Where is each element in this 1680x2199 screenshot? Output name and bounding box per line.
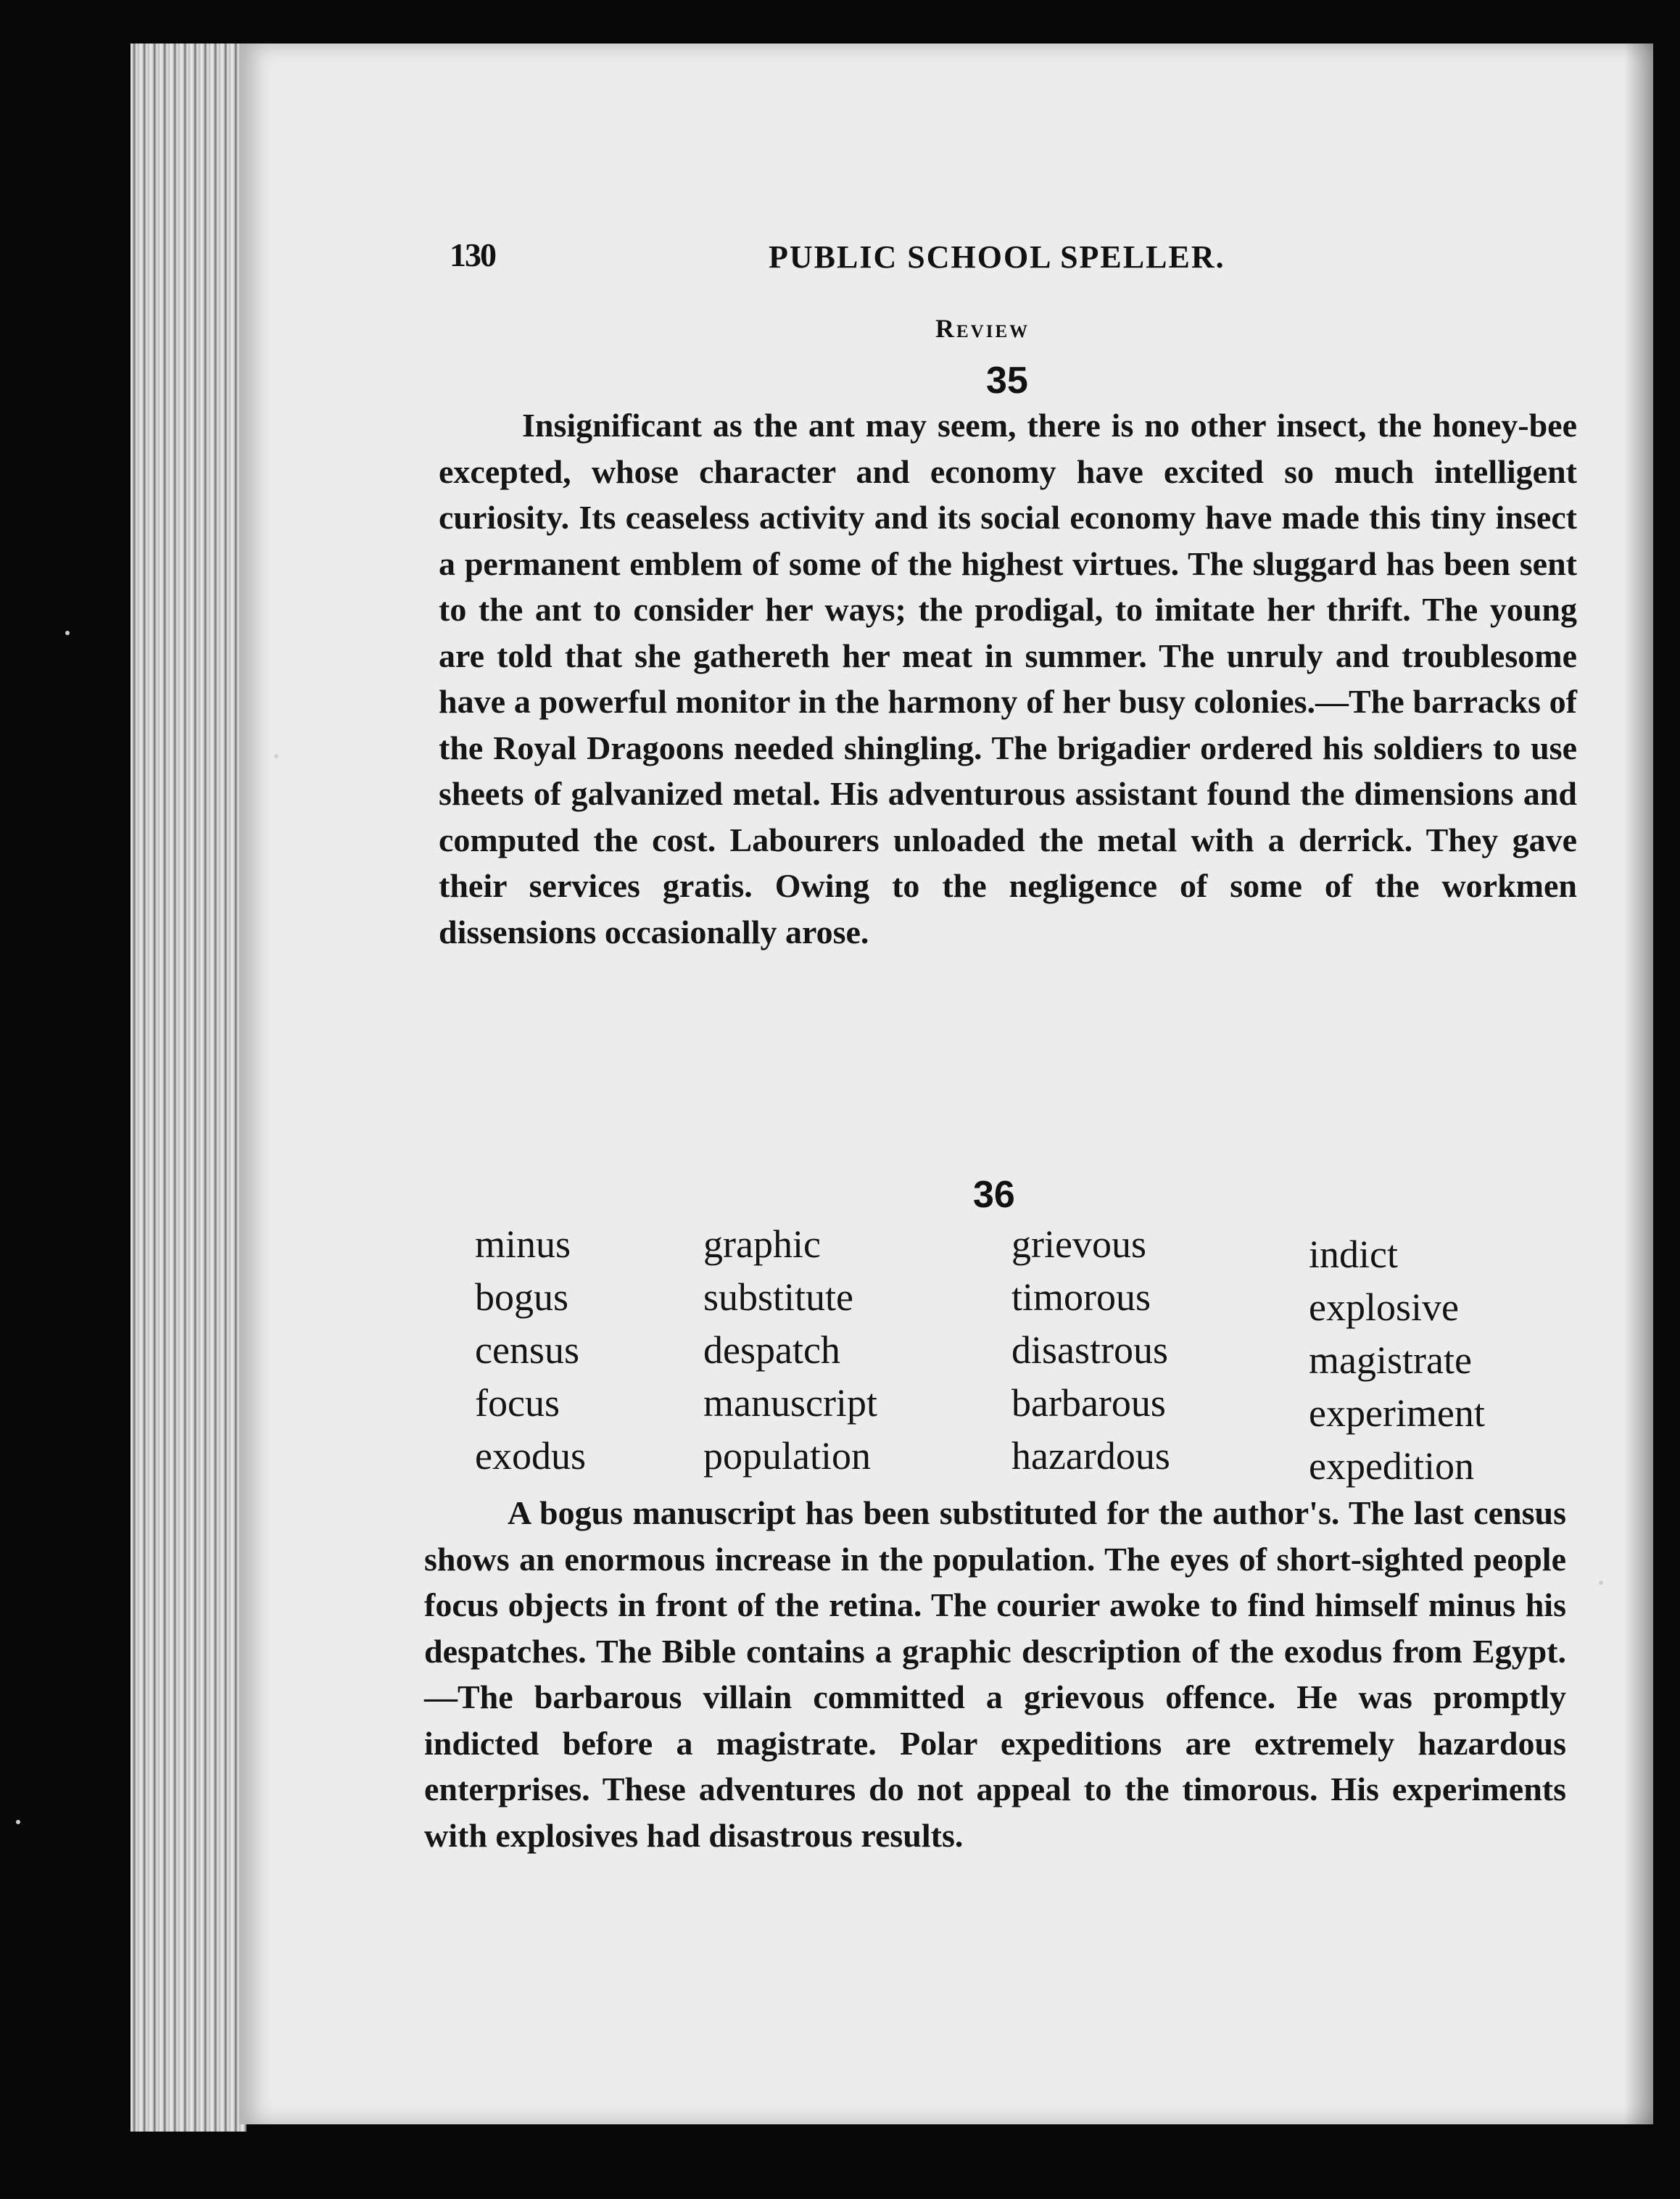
scan-speck: [65, 631, 70, 635]
book-title: PUBLIC SCHOOL SPELLER.: [769, 239, 1225, 275]
spelling-word: substitute: [703, 1275, 854, 1319]
spelling-word: experiment: [1309, 1391, 1485, 1435]
spelling-word: bogus: [475, 1275, 569, 1319]
lesson-36-paragraph: A bogus manuscript has been substituted for the author's. The last census shows an enormous increase in the population. The eyes of short-sighted people focus objects in front of the retina. The courier awoke to find himself minus his despatches. The Bible contains a graphic description of the exodus from Egypt.—The barbarous villain committed a grievous offence. He was promptly indicted before a magistrate. Polar expeditions are extremely hazardous enterprises. These adventures do not appeal to the timorous. His experiments with explosives had disastrous results.: [424, 1494, 1566, 1854]
scan-speck: [1599, 1581, 1603, 1585]
spelling-word: expedition: [1309, 1444, 1474, 1488]
spelling-word: hazardous: [1011, 1434, 1170, 1478]
page-number: 130: [450, 236, 495, 273]
word-column-4: [1309, 1228, 1485, 1493]
word-column-3: [1011, 1218, 1170, 1483]
spelling-word: minus: [475, 1222, 571, 1266]
spelling-word: exodus: [475, 1434, 586, 1478]
spelling-word: disastrous: [1011, 1328, 1168, 1372]
running-head: [450, 236, 1581, 279]
spelling-word: barbarous: [1011, 1381, 1166, 1425]
scan-speck: [16, 1820, 20, 1824]
word-column-1: [475, 1218, 586, 1483]
gutter-shadow: [1624, 44, 1653, 2124]
lesson-35-paragraph: Insignificant as the ant may seem, there is no other insect, the honey-bee excepted, whose character and economy have excited so much intelligent curiosity. Its ceaseless activity and its social economy have made this tiny insect a permanent emblem of some of the highest virtues. The sluggard has been sent to the ant to consider her ways; the prodigal, to imitate her thrift. The young are told that she gathereth her meat in summer. The unruly and troublesome have a powerful monitor in the harmony of her busy colonies.—The barracks of the Royal Dragoons needed shingling. The brigadier ordered his soldiers to use sheets of galvanized metal. His adventurous assistant found the dimensions and computed the cost. Labourers unloaded the metal with a derrick. They gave their services gratis. Owing to the negligence of some of the workmen dissensions occasionally arose.: [439, 407, 1577, 951]
spelling-word: grievous: [1011, 1222, 1146, 1266]
spelling-word: census: [475, 1328, 579, 1372]
word-column-2: [703, 1218, 877, 1483]
scan-speck: [274, 754, 278, 758]
spelling-word: focus: [475, 1381, 560, 1425]
spelling-word: graphic: [703, 1222, 821, 1266]
spelling-word: despatch: [703, 1328, 840, 1372]
lesson-number-36: 36: [973, 1174, 1015, 1216]
spelling-word: population: [703, 1434, 871, 1478]
spelling-word: timorous: [1011, 1275, 1151, 1319]
page-stack-edge: [131, 44, 247, 2132]
section-label: Review: [935, 314, 1030, 343]
spelling-word: magistrate: [1309, 1338, 1472, 1382]
spelling-word-list: [475, 1218, 1548, 1494]
spelling-word: indict: [1309, 1233, 1398, 1276]
lesson-number-35: 35: [986, 360, 1028, 402]
spelling-word: explosive: [1309, 1285, 1459, 1329]
spelling-word: manuscript: [703, 1381, 877, 1425]
